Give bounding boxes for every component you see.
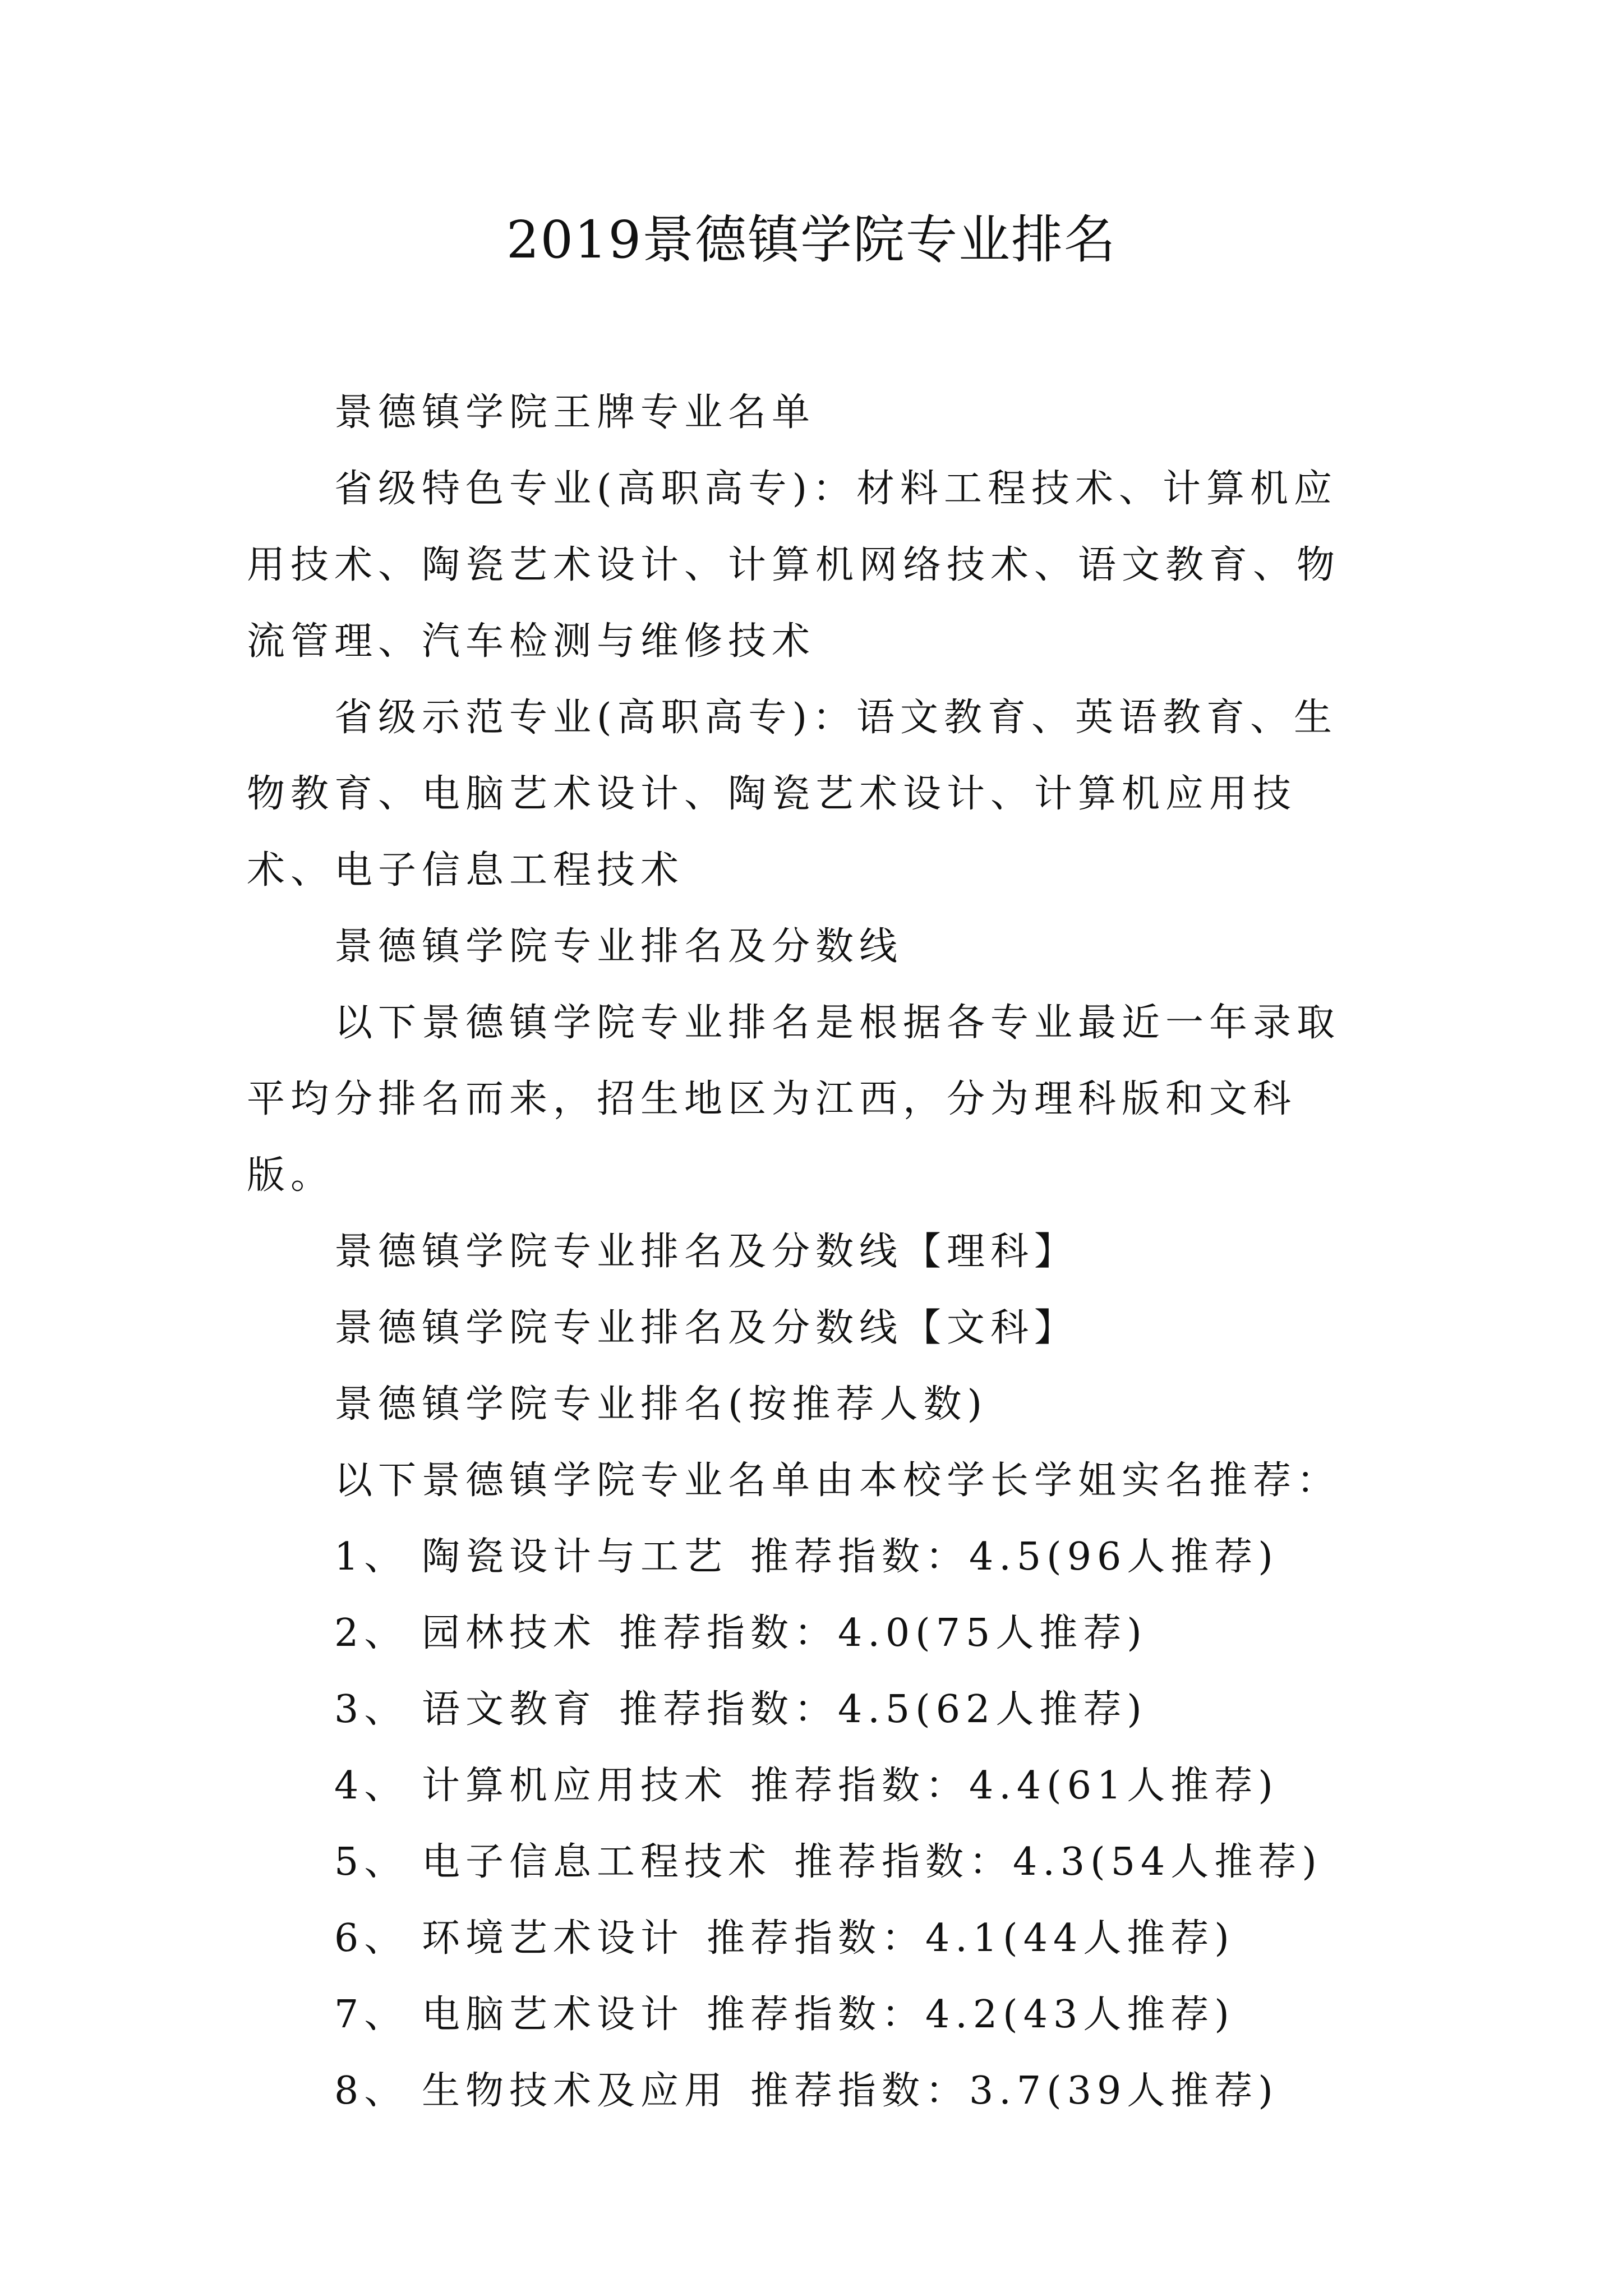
list-item-index: 推荐指数：4.1(44人推荐) [707, 1916, 1235, 1961]
list-item-major: 园林技术 [422, 1611, 597, 1655]
list-item [247, 1901, 1380, 1977]
page-title: 2019景德镇学院专业排名 [506, 210, 1117, 270]
list-item-index: 推荐指数：4.0(75人推荐) [619, 1611, 1147, 1655]
recommendation-list [247, 1519, 1380, 2129]
list-item-number: 4、 [334, 1764, 408, 1808]
list-item [247, 1519, 1380, 1595]
list-item-major: 语文教育 [422, 1687, 597, 1732]
list-item-major: 生物技术及应用 [422, 2069, 728, 2113]
section-heading-ranking-and-scores: 景德镇学院专业排名及分数线 [334, 924, 903, 969]
list-item-index: 推荐指数：4.4(61人推荐) [750, 1764, 1279, 1808]
paragraph-ranking-explanation: 以下景德镇学院专业排名是根据各专业最近一年录取平均分排名而来，招生地区为江西，分为理科版和文科版。 [247, 1001, 1341, 1198]
list-item-major: 电子信息工程技术 [422, 1840, 772, 1884]
list-item [247, 1595, 1380, 1672]
section-heading-arts-scores: 景德镇学院专业排名及分数线【文科】 [334, 1306, 1078, 1350]
list-item [247, 1977, 1380, 2053]
list-item-index: 推荐指数：4.5(96人推荐) [750, 1535, 1279, 1579]
section-heading-flagship-majors: 景德镇学院王牌专业名单 [334, 390, 816, 435]
list-item-index: 推荐指数：4.2(43人推荐) [707, 1993, 1235, 2037]
list-item-number: 7、 [334, 1993, 408, 2037]
list-item-major: 计算机应用技术 [422, 1764, 728, 1808]
document-body [247, 375, 1380, 2129]
list-item [247, 1824, 1380, 1901]
section-heading-by-recommendation: 景德镇学院专业排名(按推荐人数) [334, 1382, 988, 1427]
list-item-major: 陶瓷设计与工艺 [422, 1535, 728, 1579]
list-item-number: 6、 [334, 1916, 408, 1961]
list-item-index: 推荐指数：4.5(62人推荐) [619, 1687, 1147, 1732]
list-item-index: 推荐指数：4.3(54人推荐) [794, 1840, 1322, 1884]
list-item [247, 1672, 1380, 1748]
list-item-major: 电脑艺术设计 [422, 1993, 685, 2037]
list-item-index: 推荐指数：3.7(39人推荐) [750, 2069, 1279, 2113]
list-item-major: 环境艺术设计 [422, 1916, 685, 1961]
list-item [247, 1748, 1380, 1824]
section-heading-science-scores: 景德镇学院专业排名及分数线【理科】 [334, 1230, 1078, 1274]
paragraph-recommendation-intro: 以下景德镇学院专业名单由本校学长学姐实名推荐： [334, 1458, 1341, 1503]
list-item-number: 2、 [334, 1611, 408, 1655]
list-item-number: 1、 [334, 1535, 408, 1579]
list-item-number: 5、 [334, 1840, 408, 1884]
list-item-number: 3、 [334, 1687, 408, 1732]
list-item [247, 2053, 1380, 2129]
paragraph-provincial-featured-majors: 省级特色专业(高职高专)：材料工程技术、计算机应用技术、陶瓷艺术设计、计算机网络技术、语文教育、物流管理、汽车检测与维修技术 [247, 467, 1341, 664]
list-item-number: 8、 [334, 2069, 408, 2113]
paragraph-provincial-model-majors: 省级示范专业(高职高专)：语文教育、英语教育、生物教育、电脑艺术设计、陶瓷艺术设计、计算机应用技术、电子信息工程技术 [247, 696, 1338, 892]
